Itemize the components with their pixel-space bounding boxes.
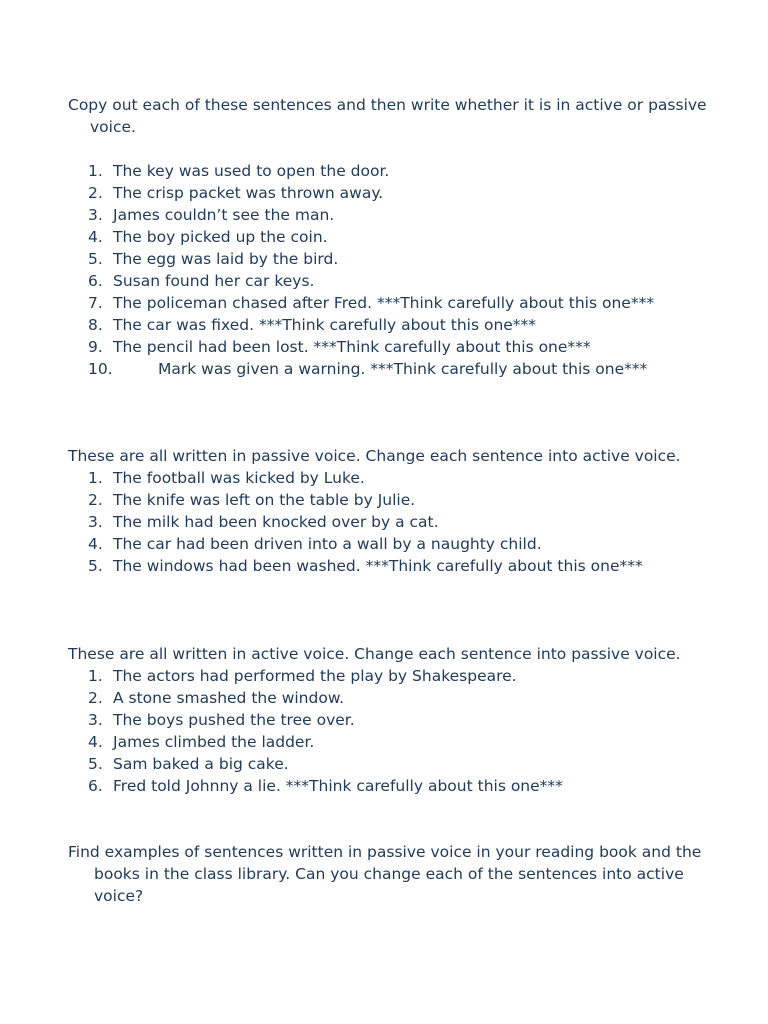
- item-text: The egg was laid by the bird.: [113, 250, 339, 268]
- list-item: [68, 204, 718, 226]
- section-instruction: These are all written in active voice. Change each sentence into passive voice.: [68, 645, 681, 663]
- item-number: 2.: [88, 689, 103, 707]
- item-number: 3.: [88, 206, 103, 224]
- item-text: The boy picked up the coin.: [113, 228, 328, 246]
- question-list: [68, 160, 718, 380]
- item-text: The policeman chased after Fred. ***Think carefully about this one***: [113, 294, 655, 312]
- item-text: The crisp packet was thrown away.: [113, 184, 384, 202]
- item-text: The boys pushed the tree over.: [113, 711, 355, 729]
- list-item: [68, 709, 718, 731]
- section-active-or-passive: [68, 94, 718, 380]
- item-text: The key was used to open the door.: [113, 162, 390, 180]
- list-item: [68, 731, 718, 753]
- item-number: 9.: [88, 338, 103, 356]
- item-text: The car had been driven into a wall by a naughty child.: [113, 535, 542, 553]
- item-number: 2.: [88, 184, 103, 202]
- item-text: Mark was given a warning. ***Think carefully about this one***: [158, 360, 648, 378]
- item-number: 3.: [88, 513, 103, 531]
- item-number: 7.: [88, 294, 103, 312]
- list-item: [68, 182, 718, 204]
- item-text: Sam baked a big cake.: [113, 755, 289, 773]
- section-instruction: Find examples of sentences written in passive voice in your reading book and the books in the class library. Can you change each of the sentences into active voice?: [68, 843, 702, 905]
- list-item: [68, 753, 718, 775]
- item-text: The actors had performed the play by Shakespeare.: [113, 667, 517, 685]
- list-item: [68, 270, 718, 292]
- item-text: Fred told Johnny a lie. ***Think carefully about this one***: [113, 777, 563, 795]
- item-number: 6.: [88, 777, 103, 795]
- section-instruction: These are all written in passive voice. Change each sentence into active voice.: [68, 447, 681, 465]
- item-text: Susan found her car keys.: [113, 272, 315, 290]
- list-item: [68, 314, 718, 336]
- item-number: 4.: [88, 228, 103, 246]
- item-number: 10.: [88, 360, 113, 378]
- item-number: 8.: [88, 316, 103, 334]
- item-text: The car was fixed. ***Think carefully about this one***: [113, 316, 537, 334]
- item-text: The football was kicked by Luke.: [113, 469, 365, 487]
- item-number: 1.: [88, 667, 103, 685]
- list-item: [68, 511, 718, 533]
- list-item: [68, 248, 718, 270]
- item-number: 2.: [88, 491, 103, 509]
- item-text: The windows had been washed. ***Think carefully about this one***: [113, 557, 643, 575]
- section-active-to-passive: [68, 643, 718, 797]
- section-passive-to-active: [68, 445, 718, 577]
- item-number: 5.: [88, 250, 103, 268]
- item-text: The knife was left on the table by Julie.: [113, 491, 416, 509]
- list-item: [68, 489, 718, 511]
- list-item: [68, 336, 718, 358]
- list-item: [68, 533, 718, 555]
- item-number: 6.: [88, 272, 103, 290]
- item-number: 5.: [88, 755, 103, 773]
- list-item: [68, 687, 718, 709]
- question-list: [68, 665, 718, 797]
- list-item: [68, 665, 718, 687]
- item-number: 4.: [88, 535, 103, 553]
- list-item: [68, 555, 718, 577]
- item-number: 3.: [88, 711, 103, 729]
- item-number: 4.: [88, 733, 103, 751]
- list-item: [68, 775, 718, 797]
- item-number: 1.: [88, 469, 103, 487]
- item-text: James climbed the ladder.: [113, 733, 315, 751]
- section-instruction: Copy out each of these sentences and then write whether it is in active or passive voice.: [68, 96, 707, 136]
- item-text: The milk had been knocked over by a cat.: [113, 513, 439, 531]
- list-item: [68, 160, 718, 182]
- question-list: [68, 467, 718, 577]
- item-number: 1.: [88, 162, 103, 180]
- section-find-examples: [68, 841, 708, 907]
- list-item: [68, 467, 718, 489]
- item-text: James couldn’t see the man.: [113, 206, 335, 224]
- item-text: The pencil had been lost. ***Think carefully about this one***: [113, 338, 591, 356]
- list-item: [68, 358, 718, 380]
- item-text: A stone smashed the window.: [113, 689, 345, 707]
- list-item: [68, 226, 718, 248]
- list-item: [68, 292, 718, 314]
- item-number: 5.: [88, 557, 103, 575]
